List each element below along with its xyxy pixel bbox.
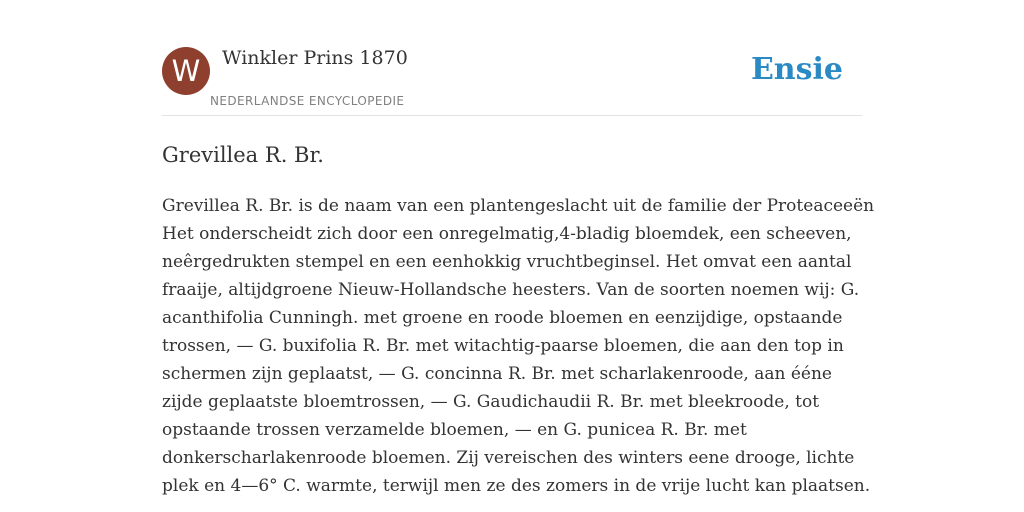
body-line: zijde geplaatste bloemtrossen, — G. Gaudichaudii R. Br. met bleekroode, tot [162, 392, 820, 412]
body-line: schermen zijn geplaatst, — G. concinna R. Br. met scharlakenroode, aan ééne [162, 364, 832, 384]
source-title[interactable]: Winkler Prins 1870 [222, 47, 408, 69]
body-line: neêrgedrukten stempel en een eenhokkig vruchtbeginsel. Het omvat een aantal [162, 252, 852, 272]
body-line: acanthifolia Cunningh. met groene en roode bloemen en eenzijdige, opstaande [162, 308, 843, 328]
body-line: Grevillea R. Br. is de naam van een plantengeslacht uit de familie der Proteaceeën [162, 196, 875, 216]
source-avatar: W [162, 47, 210, 95]
source-subtitle: NEDERLANDSE ENCYCLOPEDIE [210, 94, 405, 108]
article-body [162, 192, 875, 500]
brand-logo[interactable]: Ensie [750, 52, 843, 87]
body-line: plek en 4—6° C. warmte, terwijl men ze des zomers in de vrije lucht kan plaatsen. [162, 476, 871, 496]
article-title: Grevillea R. Br. [162, 143, 324, 167]
body-line: opstaande trossen verzamelde bloemen, — en G. punicea R. Br. met [162, 420, 747, 440]
body-line: Het onderscheidt zich door een onregelmatig,4-bladig bloemdek, een scheeven, [162, 224, 852, 244]
body-line: trossen, — G. buxifolia R. Br. met witachtig-paarse bloemen, die aan den top in [162, 336, 844, 356]
header-divider [162, 115, 862, 116]
body-line: donkerscharlakenroode bloemen. Zij vereischen des winters eene drooge, lichte [162, 448, 855, 468]
body-line: fraaije, altijdgroene Nieuw-Hollandsche heesters. Van de soorten noemen wij: G. [162, 280, 860, 300]
